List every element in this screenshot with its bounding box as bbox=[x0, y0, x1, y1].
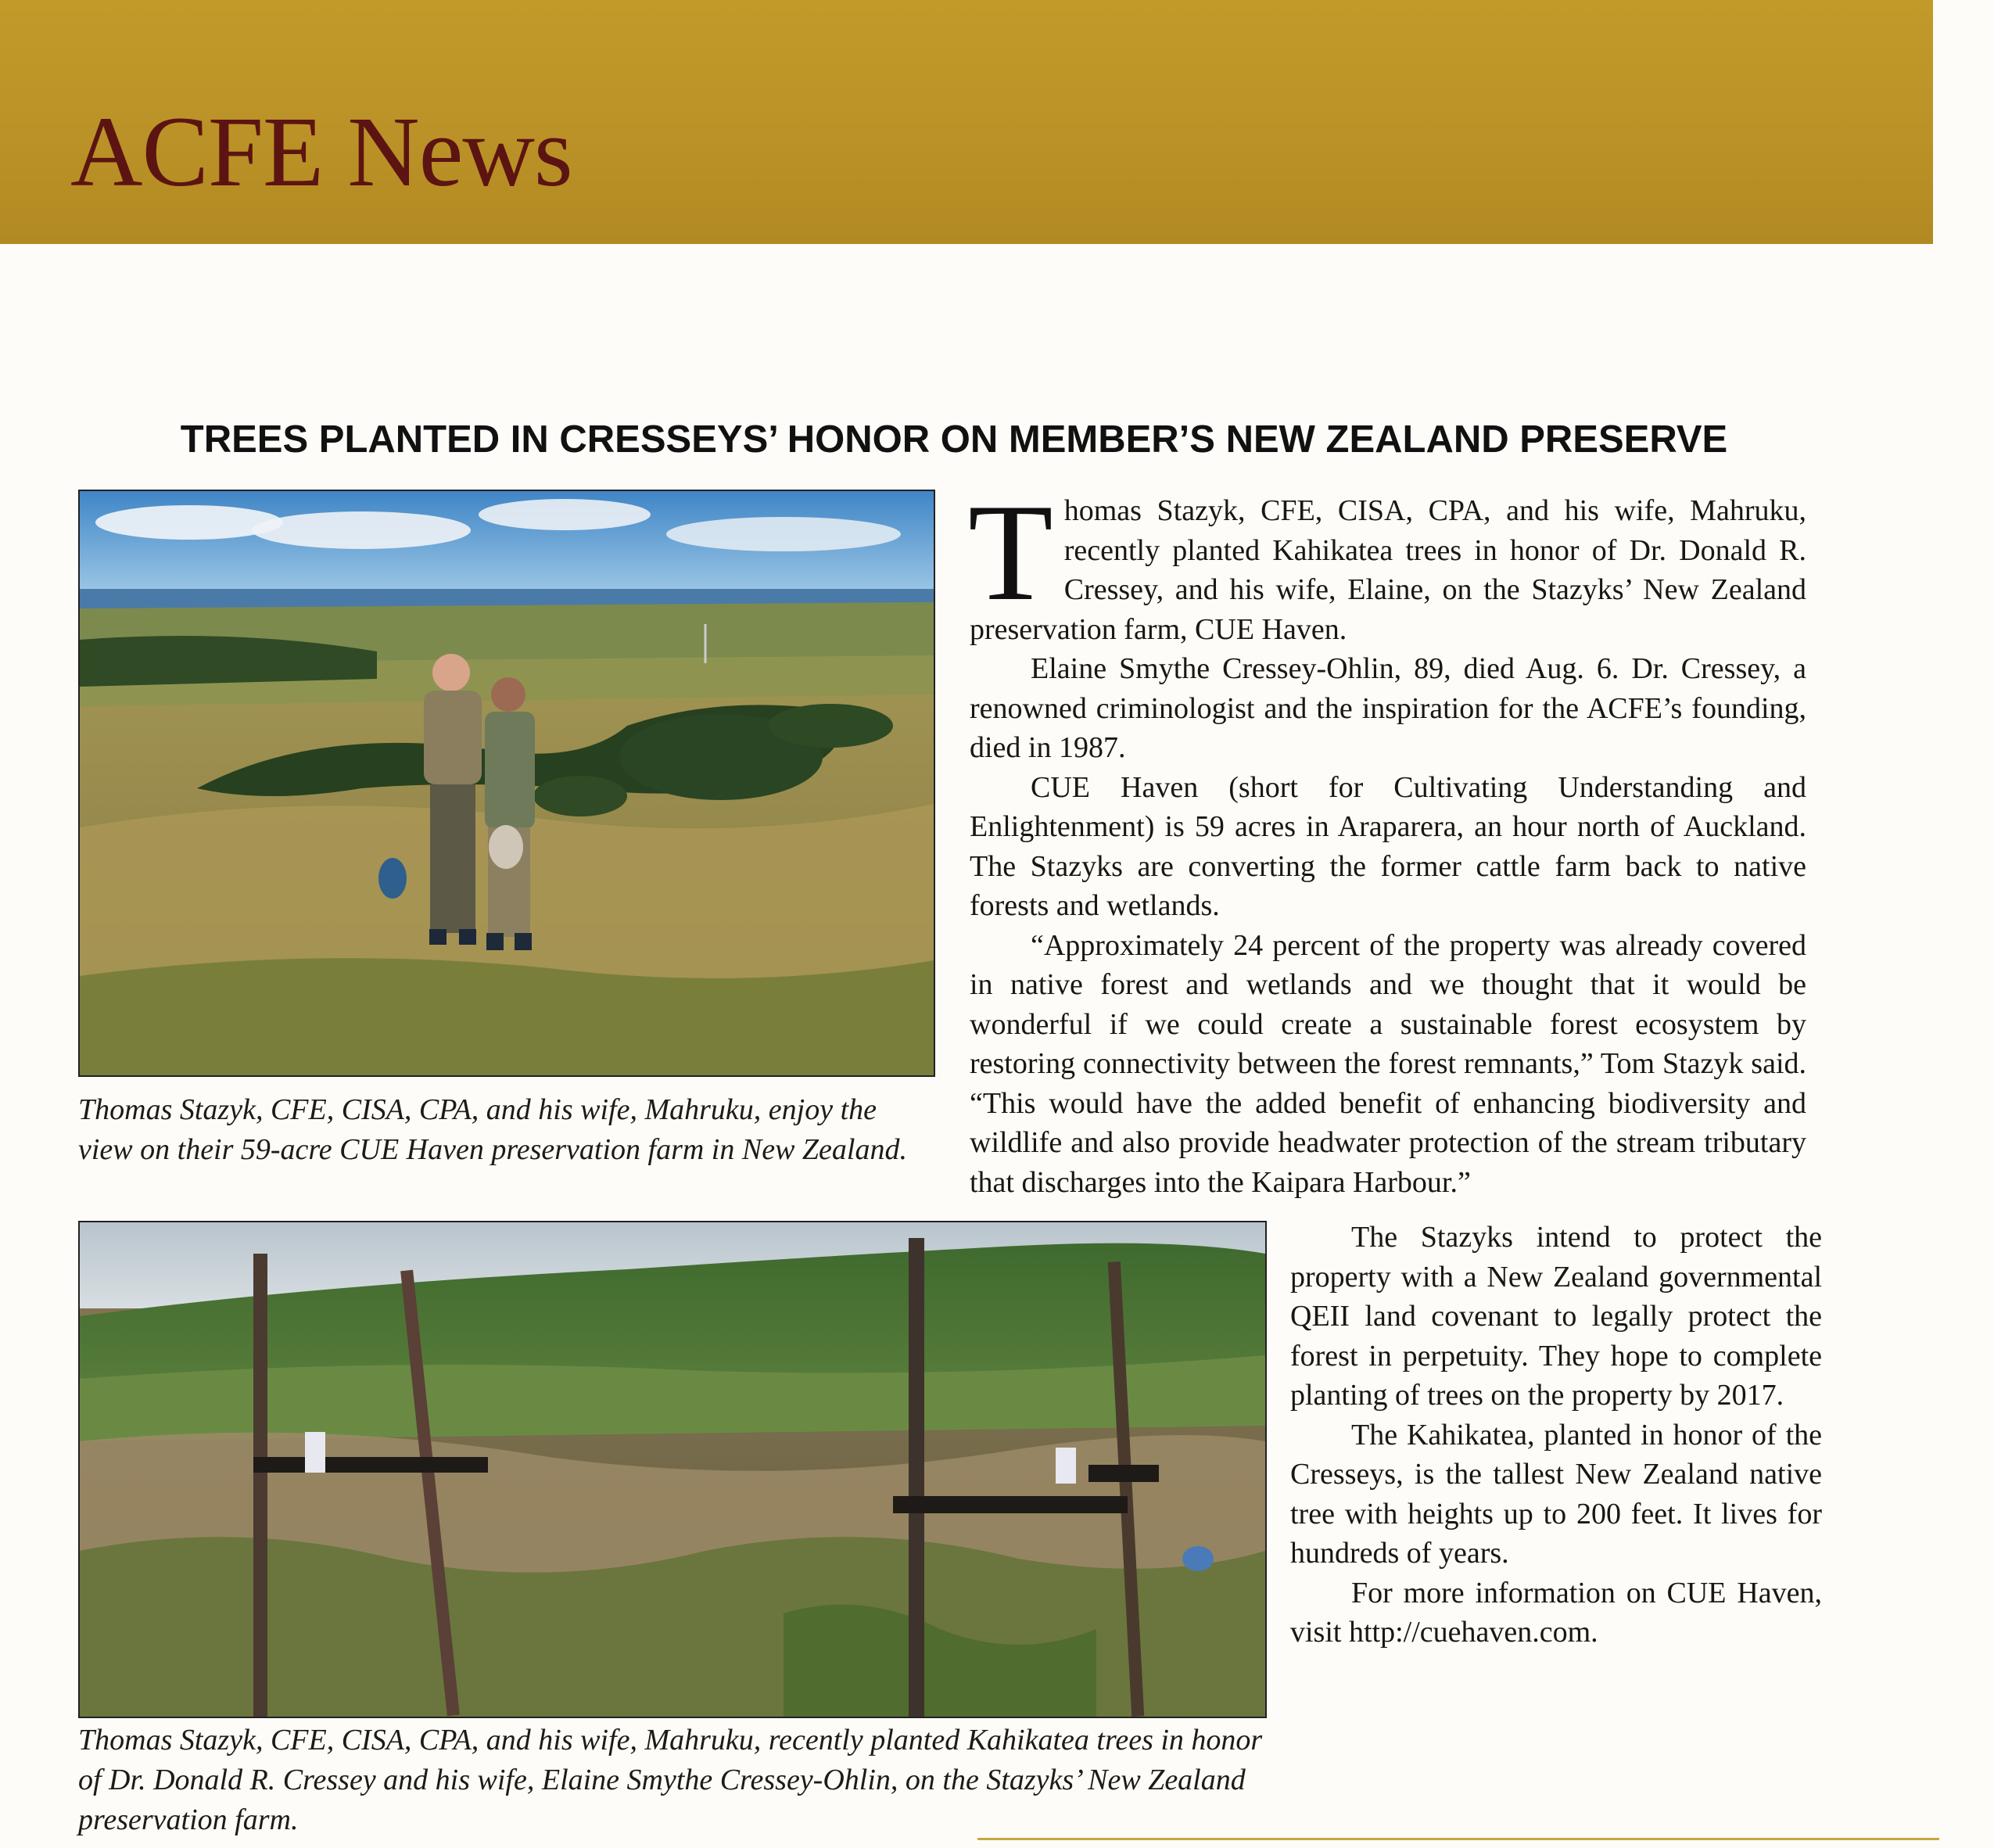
article-body-right-column bbox=[968, 475, 1806, 1202]
article-paragraph-7: For more information on CUE Haven, visit http://cuehaven.com. bbox=[1290, 1576, 1822, 1649]
photo1-caption: Thomas Stazyk, CFE, CISA, CPA, and his wife, Mahruku, enjoy the view on their 59-acre CUE Haven preservation farm in New Zealand. bbox=[78, 1093, 907, 1166]
header-band bbox=[0, 0, 1933, 244]
section-title: ACFE News bbox=[70, 96, 572, 207]
article-headline: TREES PLANTED IN CRESSEYS’ HONOR ON MEMBER’S NEW ZEALAND PRESERVE bbox=[180, 418, 1728, 461]
article-paragraph-6: The Kahikatea, planted in honor of the Cresseys, is the tallest New Zealand native tree with heights up to 200 feet. It lives for hundreds of years. bbox=[1290, 1418, 1822, 1570]
photo-planted-trees bbox=[78, 1221, 1267, 1718]
article-paragraph-1-text: homas Stazyk, CFE, CISA, CPA, and his wife, Mahruku, recently planted Kahikatea trees in honor of Dr. Donald R. Cressey, and his wife, Elaine, on the Stazyks’ New Zealand preservation farm, CUE Haven. bbox=[970, 494, 1806, 646]
article-paragraph-5: The Stazyks intend to protect the property with a New Zealand governmental QEII land covenant to legally protect the forest in perpetuity. They hope to complete planting of trees on the property by 2017. bbox=[1290, 1221, 1822, 1412]
bottom-rule bbox=[977, 1838, 1939, 1840]
photo-couple-hillside bbox=[78, 490, 935, 1077]
article-paragraph-2: Elaine Smythe Cressey-Ohlin, 89, died Aug. 6. Dr. Cressey, a renowned criminologist and the inspiration for the ACFE’s founding, died in 1987. bbox=[970, 652, 1806, 764]
article-paragraph-4: “Approximately 24 percent of the property was already covered in native forest and wetlands and we thought that it would be wonderful if we could create a sustainable forest ecosystem by restoring connectivity between the forest remnants,” Tom Stazyk said. “This would have the added benefit of enhancing biodiversity and wildlife and also provide headwater protection of the stream tributary that discharges into the Kaipara Harbour.” bbox=[970, 928, 1806, 1199]
drop-cap: T bbox=[968, 475, 1053, 630]
photo2-caption: Thomas Stazyk, CFE, CISA, CPA, and his wife, Mahruku, recently planted Kahikatea trees in honor of Dr. Donald R. Cressey and his wife, Elaine Smythe Cressey-Ohlin, on the Stazyks’ New Zealand preservation farm. bbox=[78, 1724, 1263, 1836]
article-body-lower-column bbox=[1290, 1218, 1822, 1652]
article-paragraph-3: CUE Haven (short for Cultivating Understanding and Enlightenment) is 59 acres in Araparera, an hour north of Auckland. The Stazyks are converting the former cattle farm back to native forests and wetlands. bbox=[970, 770, 1806, 922]
article-paragraph-1 bbox=[968, 475, 1806, 649]
